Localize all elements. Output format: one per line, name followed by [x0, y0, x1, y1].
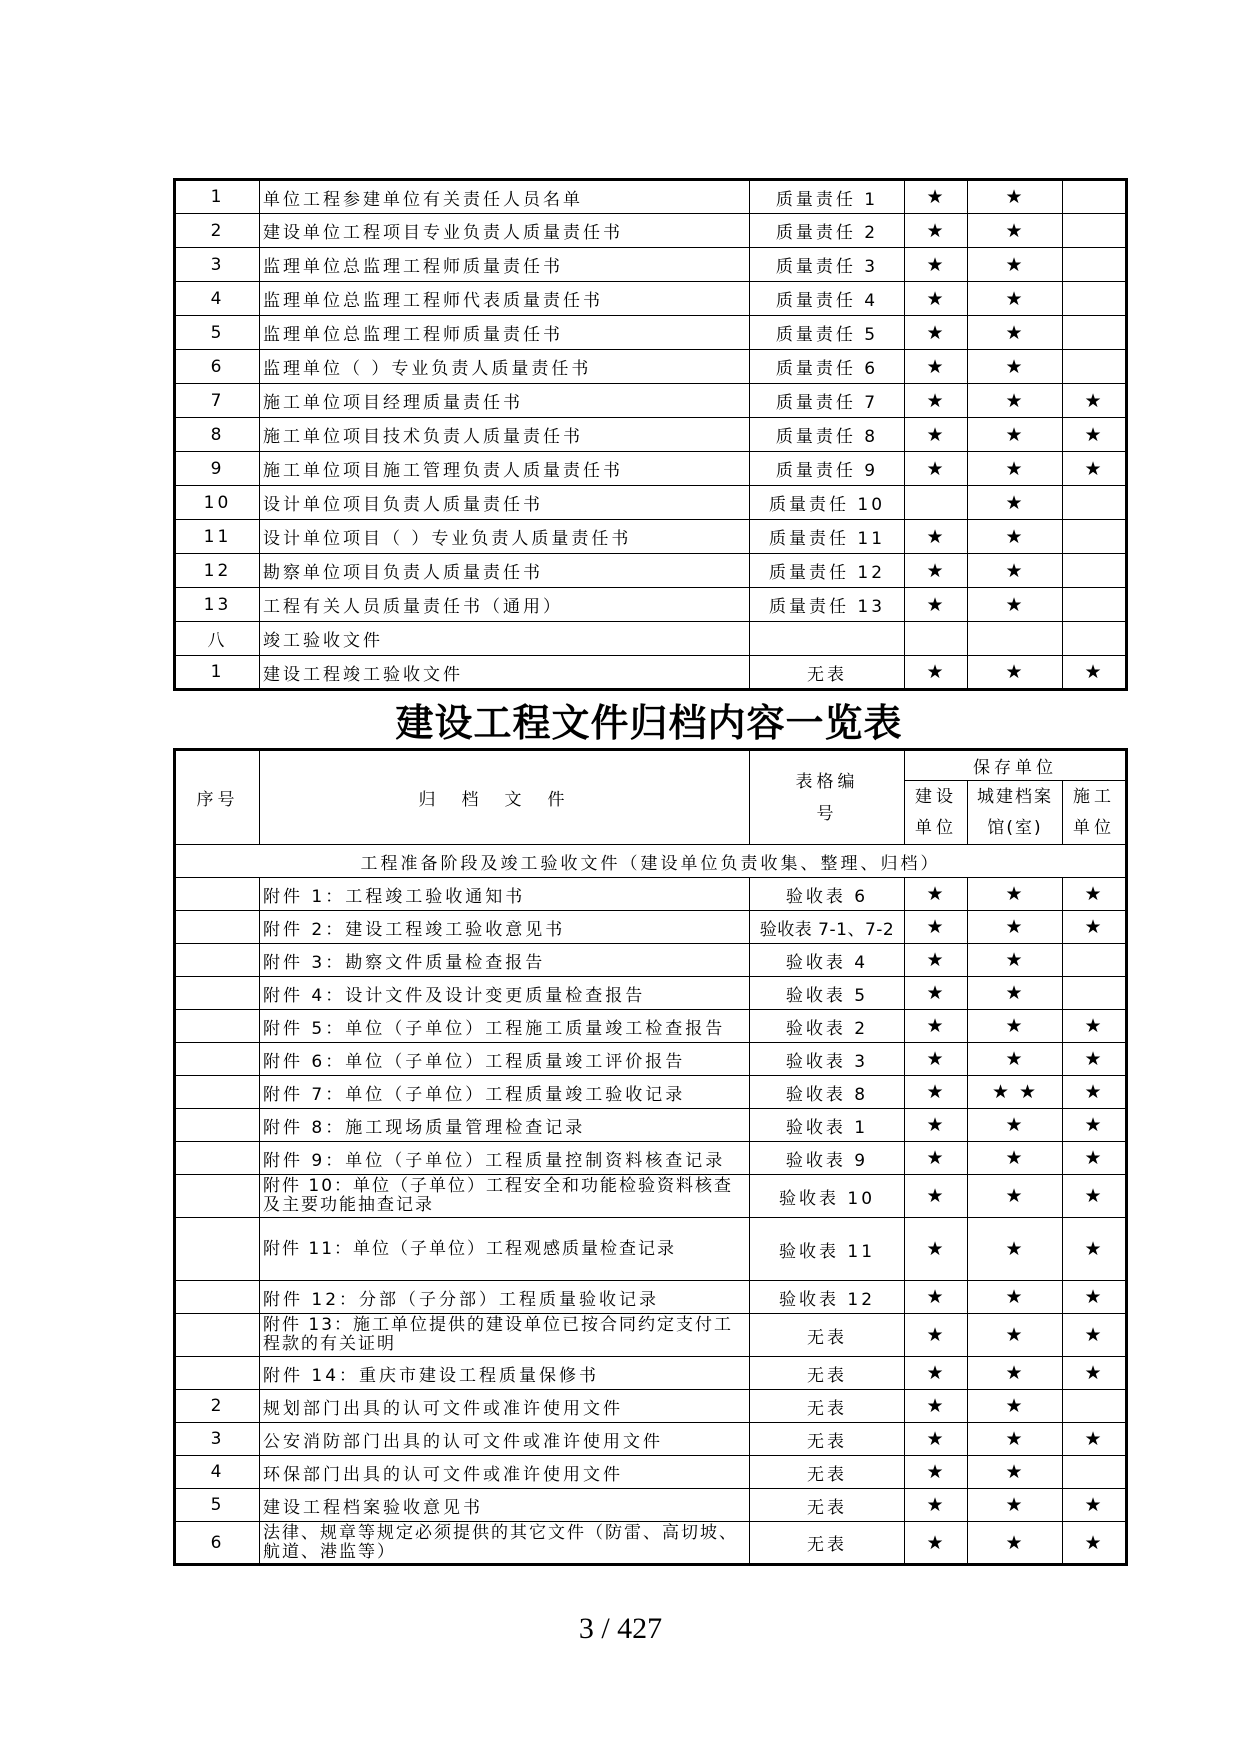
archive-contents-table — [173, 748, 1128, 1566]
row-mark-archive-office: ★ — [968, 1281, 1063, 1314]
row-mark-archive-office: ★ — [968, 248, 1063, 282]
row-document-name: 附件 6：单位（子单位）工程质量竣工评价报告 — [260, 1043, 750, 1076]
row-mark-archive-office: ★ — [968, 1175, 1063, 1218]
row-mark-archive-office: ★ — [968, 878, 1063, 911]
row-mark-construction-unit: ★ — [905, 1357, 968, 1390]
table-row — [175, 1076, 1127, 1109]
row-form-number: 验收表 3 — [750, 1043, 905, 1076]
section-title: 工程准备阶段及竣工验收文件（建设单位负责收集、整理、归档） — [175, 845, 1127, 878]
table-row — [175, 418, 1127, 452]
header-form-number: 表格编号 — [750, 750, 905, 845]
row-document-name: 竣工验收文件 — [260, 622, 750, 656]
table-row — [175, 316, 1127, 350]
row-mark-construction-unit: ★ — [905, 977, 968, 1010]
row-form-number: 质量责任 4 — [750, 282, 905, 316]
row-mark-archive-office: ★ — [968, 1390, 1063, 1423]
row-mark-contractor: ★ — [1063, 1423, 1127, 1456]
row-serial-no: 9 — [175, 452, 260, 486]
table-row — [175, 1423, 1127, 1456]
row-form-number: 质量责任 2 — [750, 214, 905, 248]
table-row — [175, 214, 1127, 248]
table-row — [175, 1218, 1127, 1281]
table-row — [175, 384, 1127, 418]
row-mark-contractor: ★ — [1063, 452, 1127, 486]
row-form-number: 无表 — [750, 1456, 905, 1489]
row-mark-construction-unit: ★ — [905, 1010, 968, 1043]
row-document-name: 附件 2：建设工程竣工验收意见书 — [260, 911, 750, 944]
row-mark-contractor — [1063, 1456, 1127, 1489]
row-serial-no: 八 — [175, 622, 260, 656]
table-row — [175, 248, 1127, 282]
row-mark-construction-unit — [905, 486, 968, 520]
row-document-name: 环保部门出具的认可文件或准许使用文件 — [260, 1456, 750, 1489]
row-mark-archive-office: ★ — [968, 554, 1063, 588]
row-document-name: 规划部门出具的认可文件或准许使用文件 — [260, 1390, 750, 1423]
row-form-number: 质量责任 10 — [750, 486, 905, 520]
table-row — [175, 1390, 1127, 1423]
row-mark-contractor — [1063, 977, 1127, 1010]
table-row — [175, 1489, 1127, 1522]
page-number: 3 / 427 — [578, 1612, 663, 1645]
row-document-name: 监理单位总监理工程师质量责任书 — [260, 248, 750, 282]
row-mark-archive-office: ★ — [968, 1314, 1063, 1357]
row-mark-construction-unit: ★ — [905, 944, 968, 977]
row-form-number: 验收表 11 — [750, 1218, 905, 1281]
page-title: 建设工程文件归档内容一览表 — [395, 700, 903, 745]
table-row — [175, 622, 1127, 656]
row-serial-no: 5 — [175, 316, 260, 350]
row-mark-archive-office — [968, 622, 1063, 656]
row-mark-construction-unit: ★ — [905, 1043, 968, 1076]
row-mark-contractor: ★ — [1063, 418, 1127, 452]
row-mark-construction-unit: ★ — [905, 911, 968, 944]
row-mark-archive-office: ★ — [968, 1218, 1063, 1281]
row-form-number: 无表 — [750, 1423, 905, 1456]
table-row — [175, 554, 1127, 588]
table-row — [175, 1357, 1127, 1390]
row-mark-archive-office: ★ — [968, 1357, 1063, 1390]
row-mark-construction-unit: ★ — [905, 316, 968, 350]
row-mark-construction-unit: ★ — [905, 1142, 968, 1175]
row-document-name: 附件 10：单位（子单位）工程安全和功能检验资料核查及主要功能抽查记录 — [260, 1175, 750, 1218]
row-document-name: 监理单位总监理工程师质量责任书 — [260, 316, 750, 350]
table-row — [175, 1010, 1127, 1043]
row-serial-no — [175, 878, 260, 911]
row-form-number: 验收表 10 — [750, 1175, 905, 1218]
row-mark-archive-office: ★ — [968, 1489, 1063, 1522]
table-row — [175, 520, 1127, 554]
row-mark-contractor — [1063, 944, 1127, 977]
row-mark-contractor: ★ — [1063, 1522, 1127, 1565]
table-row — [175, 1456, 1127, 1489]
row-mark-construction-unit: ★ — [905, 1522, 968, 1565]
row-mark-contractor: ★ — [1063, 1076, 1127, 1109]
row-document-name: 附件 14：重庆市建设工程质量保修书 — [260, 1357, 750, 1390]
row-document-name: 附件 3：勘察文件质量检查报告 — [260, 944, 750, 977]
row-form-number: 质量责任 8 — [750, 418, 905, 452]
row-mark-contractor — [1063, 588, 1127, 622]
row-mark-archive-office: ★ — [968, 418, 1063, 452]
row-form-number: 质量责任 6 — [750, 350, 905, 384]
row-serial-no — [175, 977, 260, 1010]
row-mark-construction-unit: ★ — [905, 1076, 968, 1109]
row-mark-contractor — [1063, 486, 1127, 520]
row-form-number: 质量责任 13 — [750, 588, 905, 622]
row-document-name: 监理单位总监理工程师代表质量责任书 — [260, 282, 750, 316]
row-serial-no — [175, 1314, 260, 1357]
row-document-name: 勘察单位项目负责人质量责任书 — [260, 554, 750, 588]
row-form-number: 验收表 4 — [750, 944, 905, 977]
row-form-number: 质量责任 9 — [750, 452, 905, 486]
row-form-number: 验收表 5 — [750, 977, 905, 1010]
row-mark-archive-office: ★ — [968, 656, 1063, 690]
row-mark-construction-unit: ★ — [905, 588, 968, 622]
row-mark-contractor: ★ — [1063, 1109, 1127, 1142]
row-mark-archive-office: ★ — [968, 1142, 1063, 1175]
row-mark-construction-unit: ★ — [905, 1489, 968, 1522]
row-form-number: 质量责任 1 — [750, 180, 905, 214]
row-form-number: 无表 — [750, 1314, 905, 1357]
row-serial-no: 7 — [175, 384, 260, 418]
row-mark-contractor — [1063, 350, 1127, 384]
row-document-name: 设计单位项目（ ）专业负责人质量责任书 — [260, 520, 750, 554]
table-row — [175, 486, 1127, 520]
row-serial-no: 2 — [175, 1390, 260, 1423]
row-mark-archive-office: ★ — [968, 180, 1063, 214]
row-serial-no: 4 — [175, 1456, 260, 1489]
table-header-row — [175, 750, 1127, 781]
row-mark-archive-office: ★ — [968, 214, 1063, 248]
table-row — [175, 282, 1127, 316]
row-document-name: 单位工程参建单位有关责任人员名单 — [260, 180, 750, 214]
row-document-name: 附件 13：施工单位提供的建设单位已按合同约定支付工程款的有关证明 — [260, 1314, 750, 1357]
row-document-name: 附件 1：工程竣工验收通知书 — [260, 878, 750, 911]
row-mark-contractor — [1063, 554, 1127, 588]
row-mark-contractor: ★ — [1063, 1281, 1127, 1314]
row-form-number: 验收表 8 — [750, 1076, 905, 1109]
table-row — [175, 1142, 1127, 1175]
header-storage-units: 保存单位 — [905, 750, 1127, 781]
table-row — [175, 1522, 1127, 1565]
row-document-name: 建设工程档案验收意见书 — [260, 1489, 750, 1522]
row-form-number: 验收表 12 — [750, 1281, 905, 1314]
row-serial-no: 1 — [175, 180, 260, 214]
row-document-name: 监理单位（ ）专业负责人质量责任书 — [260, 350, 750, 384]
row-mark-construction-unit: ★ — [905, 1314, 968, 1357]
header-archive-file: 归档文件 — [260, 750, 750, 845]
row-serial-no: 8 — [175, 418, 260, 452]
row-serial-no: 6 — [175, 1522, 260, 1565]
header-unit-construction: 建设单位 — [905, 781, 968, 845]
row-form-number: 无表 — [750, 1489, 905, 1522]
table-row — [175, 1281, 1127, 1314]
row-mark-contractor — [1063, 282, 1127, 316]
row-mark-contractor: ★ — [1063, 1314, 1127, 1357]
row-mark-construction-unit: ★ — [905, 350, 968, 384]
row-form-number: 质量责任 5 — [750, 316, 905, 350]
row-mark-contractor — [1063, 180, 1127, 214]
row-serial-no: 5 — [175, 1489, 260, 1522]
row-form-number: 无表 — [750, 1522, 905, 1565]
row-serial-no: 10 — [175, 486, 260, 520]
row-serial-no — [175, 1175, 260, 1218]
row-document-name: 施工单位项目技术负责人质量责任书 — [260, 418, 750, 452]
row-form-number: 质量责任 11 — [750, 520, 905, 554]
row-document-name: 附件 8：施工现场质量管理检查记录 — [260, 1109, 750, 1142]
row-document-name: 公安消防部门出具的认可文件或准许使用文件 — [260, 1423, 750, 1456]
row-mark-archive-office: ★ — [968, 520, 1063, 554]
row-document-name: 设计单位项目负责人质量责任书 — [260, 486, 750, 520]
table-row — [175, 878, 1127, 911]
row-document-name: 法律、规章等规定必须提供的其它文件（防雷、高切坡、航道、港监等） — [260, 1522, 750, 1565]
row-form-number: 无表 — [750, 1390, 905, 1423]
row-mark-archive-office: ★ — [968, 452, 1063, 486]
row-mark-construction-unit: ★ — [905, 1218, 968, 1281]
row-mark-contractor: ★ — [1063, 1357, 1127, 1390]
row-serial-no: 2 — [175, 214, 260, 248]
row-form-number: 验收表 1 — [750, 1109, 905, 1142]
table-row — [175, 911, 1127, 944]
row-mark-contractor: ★ — [1063, 1142, 1127, 1175]
row-mark-construction-unit: ★ — [905, 282, 968, 316]
row-mark-construction-unit: ★ — [905, 418, 968, 452]
row-mark-contractor: ★ — [1063, 1489, 1127, 1522]
table-row — [175, 180, 1127, 214]
section-row — [175, 845, 1127, 878]
row-mark-construction-unit: ★ — [905, 180, 968, 214]
table-row — [175, 1314, 1127, 1357]
row-mark-archive-office: ★ — [968, 1456, 1063, 1489]
row-mark-contractor — [1063, 248, 1127, 282]
row-mark-contractor: ★ — [1063, 1218, 1127, 1281]
row-document-name: 附件 7：单位（子单位）工程质量竣工验收记录 — [260, 1076, 750, 1109]
row-mark-construction-unit: ★ — [905, 520, 968, 554]
header-serial-no: 序号 — [175, 750, 260, 845]
row-mark-contractor: ★ — [1063, 656, 1127, 690]
responsibility-table — [173, 178, 1128, 691]
row-document-name: 附件 11：单位（子单位）工程观感质量检查记录 — [260, 1218, 750, 1281]
row-mark-construction-unit: ★ — [905, 1109, 968, 1142]
header-unit-archive: 城建档案馆(室) — [968, 781, 1063, 845]
row-serial-no — [175, 1043, 260, 1076]
row-mark-archive-office: ★ — [968, 911, 1063, 944]
row-serial-no — [175, 1010, 260, 1043]
row-document-name: 施工单位项目经理质量责任书 — [260, 384, 750, 418]
row-form-number: 质量责任 3 — [750, 248, 905, 282]
row-document-name: 施工单位项目施工管理负责人质量责任书 — [260, 452, 750, 486]
row-mark-archive-office: ★ — [968, 1109, 1063, 1142]
row-serial-no — [175, 1142, 260, 1175]
row-serial-no — [175, 911, 260, 944]
row-serial-no — [175, 1281, 260, 1314]
row-form-number: 无表 — [750, 656, 905, 690]
row-mark-archive-office: ★ — [968, 588, 1063, 622]
row-form-number: 质量责任 7 — [750, 384, 905, 418]
row-serial-no: 6 — [175, 350, 260, 384]
row-serial-no — [175, 1218, 260, 1281]
row-mark-contractor — [1063, 214, 1127, 248]
header-unit-contractor: 施工单位 — [1063, 781, 1127, 845]
row-form-number — [750, 622, 905, 656]
row-serial-no — [175, 944, 260, 977]
row-mark-construction-unit: ★ — [905, 554, 968, 588]
row-mark-archive-office: ★ — [968, 384, 1063, 418]
row-document-name: 建设工程竣工验收文件 — [260, 656, 750, 690]
table-row — [175, 350, 1127, 384]
row-mark-contractor — [1063, 1390, 1127, 1423]
row-mark-contractor: ★ — [1063, 1175, 1127, 1218]
row-mark-archive-office: ★ — [968, 316, 1063, 350]
row-mark-construction-unit: ★ — [905, 384, 968, 418]
row-mark-construction-unit — [905, 622, 968, 656]
table-row — [175, 588, 1127, 622]
row-mark-construction-unit: ★ — [905, 1390, 968, 1423]
row-mark-construction-unit: ★ — [905, 248, 968, 282]
row-mark-archive-office: ★ — [968, 350, 1063, 384]
row-mark-construction-unit: ★ — [905, 1456, 968, 1489]
row-mark-contractor — [1063, 520, 1127, 554]
row-serial-no: 13 — [175, 588, 260, 622]
table-row — [175, 1175, 1127, 1218]
row-serial-no — [175, 1357, 260, 1390]
table-row — [175, 1043, 1127, 1076]
row-serial-no: 3 — [175, 1423, 260, 1456]
row-document-name: 附件 9：单位（子单位）工程质量控制资料核查记录 — [260, 1142, 750, 1175]
row-mark-archive-office: ★ — [968, 944, 1063, 977]
row-mark-construction-unit: ★ — [905, 656, 968, 690]
row-mark-contractor: ★ — [1063, 911, 1127, 944]
row-form-number: 验收表 2 — [750, 1010, 905, 1043]
row-serial-no — [175, 1076, 260, 1109]
row-mark-construction-unit: ★ — [905, 1423, 968, 1456]
row-mark-contractor: ★ — [1063, 1010, 1127, 1043]
table-row — [175, 452, 1127, 486]
row-mark-archive-office: ★ — [968, 1043, 1063, 1076]
row-mark-construction-unit: ★ — [905, 452, 968, 486]
row-form-number: 无表 — [750, 1357, 905, 1390]
row-serial-no — [175, 1109, 260, 1142]
row-mark-archive-office: ★ — [968, 1010, 1063, 1043]
row-mark-construction-unit: ★ — [905, 1175, 968, 1218]
row-mark-contractor — [1063, 622, 1127, 656]
row-form-number: 质量责任 12 — [750, 554, 905, 588]
row-serial-no: 3 — [175, 248, 260, 282]
row-form-number: 验收表 6 — [750, 878, 905, 911]
row-document-name: 建设单位工程项目专业负责人质量责任书 — [260, 214, 750, 248]
row-form-number: 验收表 7-1、7-2 — [750, 911, 905, 944]
row-mark-contractor: ★ — [1063, 1043, 1127, 1076]
row-serial-no: 1 — [175, 656, 260, 690]
row-mark-contractor: ★ — [1063, 384, 1127, 418]
table-row — [175, 656, 1127, 690]
row-mark-construction-unit: ★ — [905, 878, 968, 911]
row-mark-archive-office: ★ — [968, 282, 1063, 316]
table-row — [175, 1109, 1127, 1142]
row-form-number: 验收表 9 — [750, 1142, 905, 1175]
row-mark-archive-office: ★ — [968, 1423, 1063, 1456]
row-mark-archive-office: ★ — [968, 486, 1063, 520]
row-document-name: 附件 4：设计文件及设计变更质量检查报告 — [260, 977, 750, 1010]
row-serial-no: 11 — [175, 520, 260, 554]
row-mark-contractor — [1063, 316, 1127, 350]
row-mark-archive-office: ★ — [968, 977, 1063, 1010]
table-row — [175, 977, 1127, 1010]
row-mark-construction-unit: ★ — [905, 1281, 968, 1314]
row-mark-archive-office: ★ ★ — [968, 1076, 1063, 1109]
row-document-name: 附件 5：单位（子单位）工程施工质量竣工检查报告 — [260, 1010, 750, 1043]
row-mark-construction-unit: ★ — [905, 214, 968, 248]
row-serial-no: 12 — [175, 554, 260, 588]
table-row — [175, 944, 1127, 977]
row-document-name: 附件 12：分部（子分部）工程质量验收记录 — [260, 1281, 750, 1314]
row-mark-contractor: ★ — [1063, 878, 1127, 911]
row-mark-archive-office: ★ — [968, 1522, 1063, 1565]
row-document-name: 工程有关人员质量责任书（通用） — [260, 588, 750, 622]
row-serial-no: 4 — [175, 282, 260, 316]
